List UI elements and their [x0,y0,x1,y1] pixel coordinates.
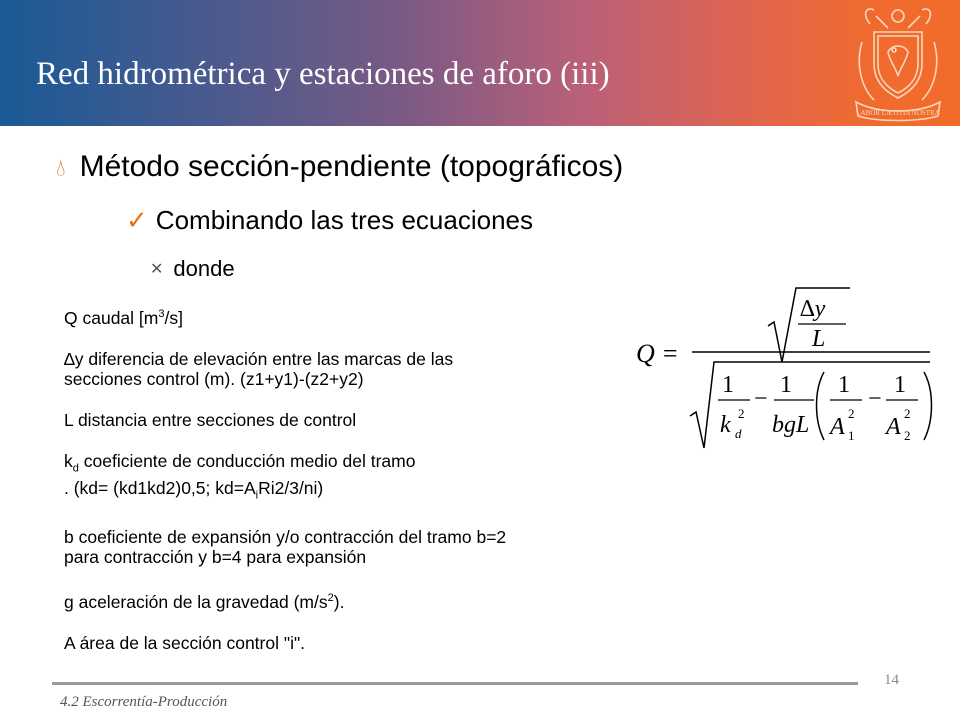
svg-text:∆y: ∆y [800,296,826,322]
def-l: L distancia entre secciones de control [64,409,357,430]
svg-text:1: 1 [838,372,850,398]
svg-text:1: 1 [722,372,734,398]
slope-area-formula [636,284,936,454]
footer-divider [52,682,858,685]
checkmark-icon: ✓ [126,205,148,235]
svg-text:A: A [830,414,845,440]
def-dy-2: secciones control (m). (z1+y1)-(z2+y2) [64,368,364,389]
def-dy-1: ∆y diferencia de elevación entre las marcas de las [64,348,454,369]
svg-text:L: L [812,326,826,352]
svg-text:d: d [735,426,742,441]
footer-section-label: 4.2 Escorrentía-Producción [60,694,228,710]
bullet-level2 [126,205,533,236]
def-kd-1: $k_d$ coeficiente de conducción medio del tramo [64,450,416,475]
variable-definitions [64,304,506,653]
x-bullet-icon: ✕ [150,261,164,278]
page-number: 14 [884,672,899,688]
slide-title: Red hidrométrica y estaciones de aforo (iii) [36,56,610,92]
def-b-1: b coeficiente de expansión y/o contracción del tramo b=2 [64,526,507,547]
svg-text:2: 2 [904,406,911,421]
def-q: Q caudal $[m^3/s]$ [64,307,183,328]
def-a: A área de la sección control "i". [64,632,306,653]
svg-text:k: k [720,412,731,438]
university-crest-logo [848,2,948,124]
svg-text:1: 1 [894,372,906,398]
bullet-level3-text: donde [173,256,235,281]
svg-text:2: 2 [848,406,855,421]
svg-text:2: 2 [738,406,745,421]
svg-text:1: 1 [780,372,792,398]
bullet-level1-text: Método sección-pendiente (topográficos) [79,150,624,183]
svg-text:−: − [868,386,882,412]
title-bar [0,0,960,126]
svg-text:bgL: bgL [772,412,810,438]
bullet-level1 [56,150,623,184]
drop-bullet-icon: 💧︎ [56,155,66,182]
svg-text:Q =: Q = [636,339,679,368]
def-kd-2: . (kd= (kd1kd2)0,5; $kd=A_iRi2/3/ni$) [64,478,324,502]
svg-text:2: 2 [904,428,911,443]
bullet-level3 [150,256,235,282]
svg-text:LABOR LÆTITIA NOSTRA: LABOR LÆTITIA NOSTRA [856,109,940,117]
bullet-level2-text: Combinando las tres ecuaciones [155,205,534,235]
svg-text:A: A [886,414,901,440]
svg-text:−: − [754,386,768,412]
svg-text:1: 1 [848,428,855,443]
def-g: g aceleración de la gravedad $(m/s^2)$. [64,591,345,612]
def-b-2: para contracción y b=4 para expansión [64,546,367,567]
